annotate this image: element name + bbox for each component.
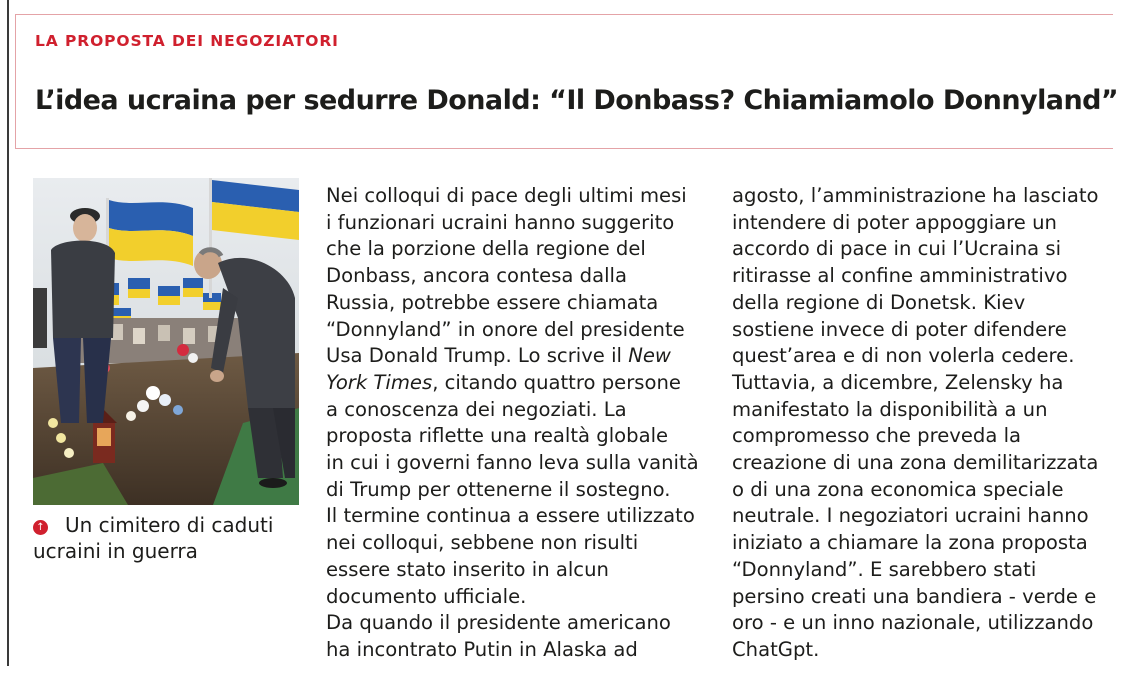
photo-illustration bbox=[33, 178, 299, 505]
body-line: accordo di pace in cui l’Ucraina si bbox=[732, 237, 1062, 261]
header-left-rule bbox=[15, 14, 16, 149]
arrow-up-circle-icon: ↑ bbox=[33, 520, 48, 535]
body-line: di Trump per ottenerne il sostegno. bbox=[326, 477, 671, 501]
caption-line-1: Un cimitero di caduti bbox=[65, 513, 274, 537]
body-line: ChatGpt. bbox=[732, 637, 820, 661]
body-line: “Donnyland” in onore del presidente bbox=[326, 317, 685, 341]
photo-cemetery bbox=[33, 178, 299, 505]
top-rule bbox=[16, 14, 1113, 15]
body-line: della regione di Donetsk. Kiev bbox=[732, 290, 1026, 314]
body-line: sostiene invece di poter difendere bbox=[732, 317, 1067, 341]
headline: L’idea ucraina per sedurre Donald: “Il Donbass? Chiamiamolo Donnyland” bbox=[35, 85, 1119, 116]
body-line: Da quando il presidente americano bbox=[326, 611, 671, 635]
article-body-column-1 bbox=[326, 183, 718, 664]
caption-line-2: ucraini in guerra bbox=[33, 539, 198, 563]
body-line: quest’area e di non volerla cedere. bbox=[732, 344, 1075, 368]
body-line: oro - e un inno nazionale, utilizzando bbox=[732, 611, 1094, 635]
body-line: neutrale. I negoziatori ucraini hanno bbox=[732, 504, 1089, 528]
body-line: agosto, l’amministrazione ha lasciato bbox=[732, 184, 1099, 207]
body-text: Usa Donald Trump. Lo scrive il bbox=[326, 344, 629, 368]
newspaper-name-italic: York Times bbox=[326, 370, 433, 394]
body-line: proposta riflette una realtà globale bbox=[326, 424, 669, 448]
body-line-with-italic bbox=[326, 343, 718, 370]
body-line: documento ufficiale. bbox=[326, 584, 527, 608]
body-text: , citando quattro persone bbox=[432, 370, 681, 394]
body-line: essere stato inserito in alcun bbox=[326, 557, 609, 581]
body-line: creazione di una zona demilitarizzata bbox=[732, 451, 1099, 475]
body-line: intendere di poter appoggiare un bbox=[732, 210, 1057, 234]
kicker: LA PROPOSTA DEI NEGOZIATORI bbox=[35, 32, 339, 50]
newspaper-name-italic: New bbox=[628, 344, 671, 368]
body-line: “Donnyland”. E sarebbero stati bbox=[732, 557, 1037, 581]
article-body-column-2 bbox=[732, 183, 1120, 664]
body-line: che la porzione della regione del bbox=[326, 237, 646, 261]
body-line: in cui i governi fanno leva sulla vanità bbox=[326, 451, 699, 475]
body-line-with-italic bbox=[326, 370, 718, 397]
body-line: o di una zona economica speciale bbox=[732, 477, 1064, 501]
body-line: nei colloqui, sebbene non risulti bbox=[326, 531, 639, 555]
photo-caption bbox=[33, 512, 305, 564]
body-line: Donbass, ancora contesa dalla bbox=[326, 264, 627, 288]
body-line: Russia, potrebbe essere chiamata bbox=[326, 290, 659, 314]
body-line: iniziato a chiamare la zona proposta bbox=[732, 531, 1088, 555]
body-line: i funzionari ucraini hanno suggerito bbox=[326, 210, 675, 234]
body-line: Tuttavia, a dicembre, Zelensky ha bbox=[732, 370, 1064, 394]
body-line: a conoscenza dei negoziati. La bbox=[326, 397, 627, 421]
body-line: persino creati una bandiera - verde e bbox=[732, 584, 1097, 608]
body-line: ritirasse al confine amministrativo bbox=[732, 264, 1068, 288]
body-line: compromesso che preveda la bbox=[732, 424, 1022, 448]
body-line: ha incontrato Putin in Alaska ad bbox=[326, 637, 638, 661]
body-line: Il termine continua a essere utilizzato bbox=[326, 504, 695, 528]
page-edge-rule bbox=[7, 0, 9, 666]
headline-rule bbox=[16, 148, 1113, 149]
body-line: manifestato la disponibilità a un bbox=[732, 397, 1048, 421]
body-line: Nei colloqui di pace degli ultimi mesi bbox=[326, 184, 687, 207]
